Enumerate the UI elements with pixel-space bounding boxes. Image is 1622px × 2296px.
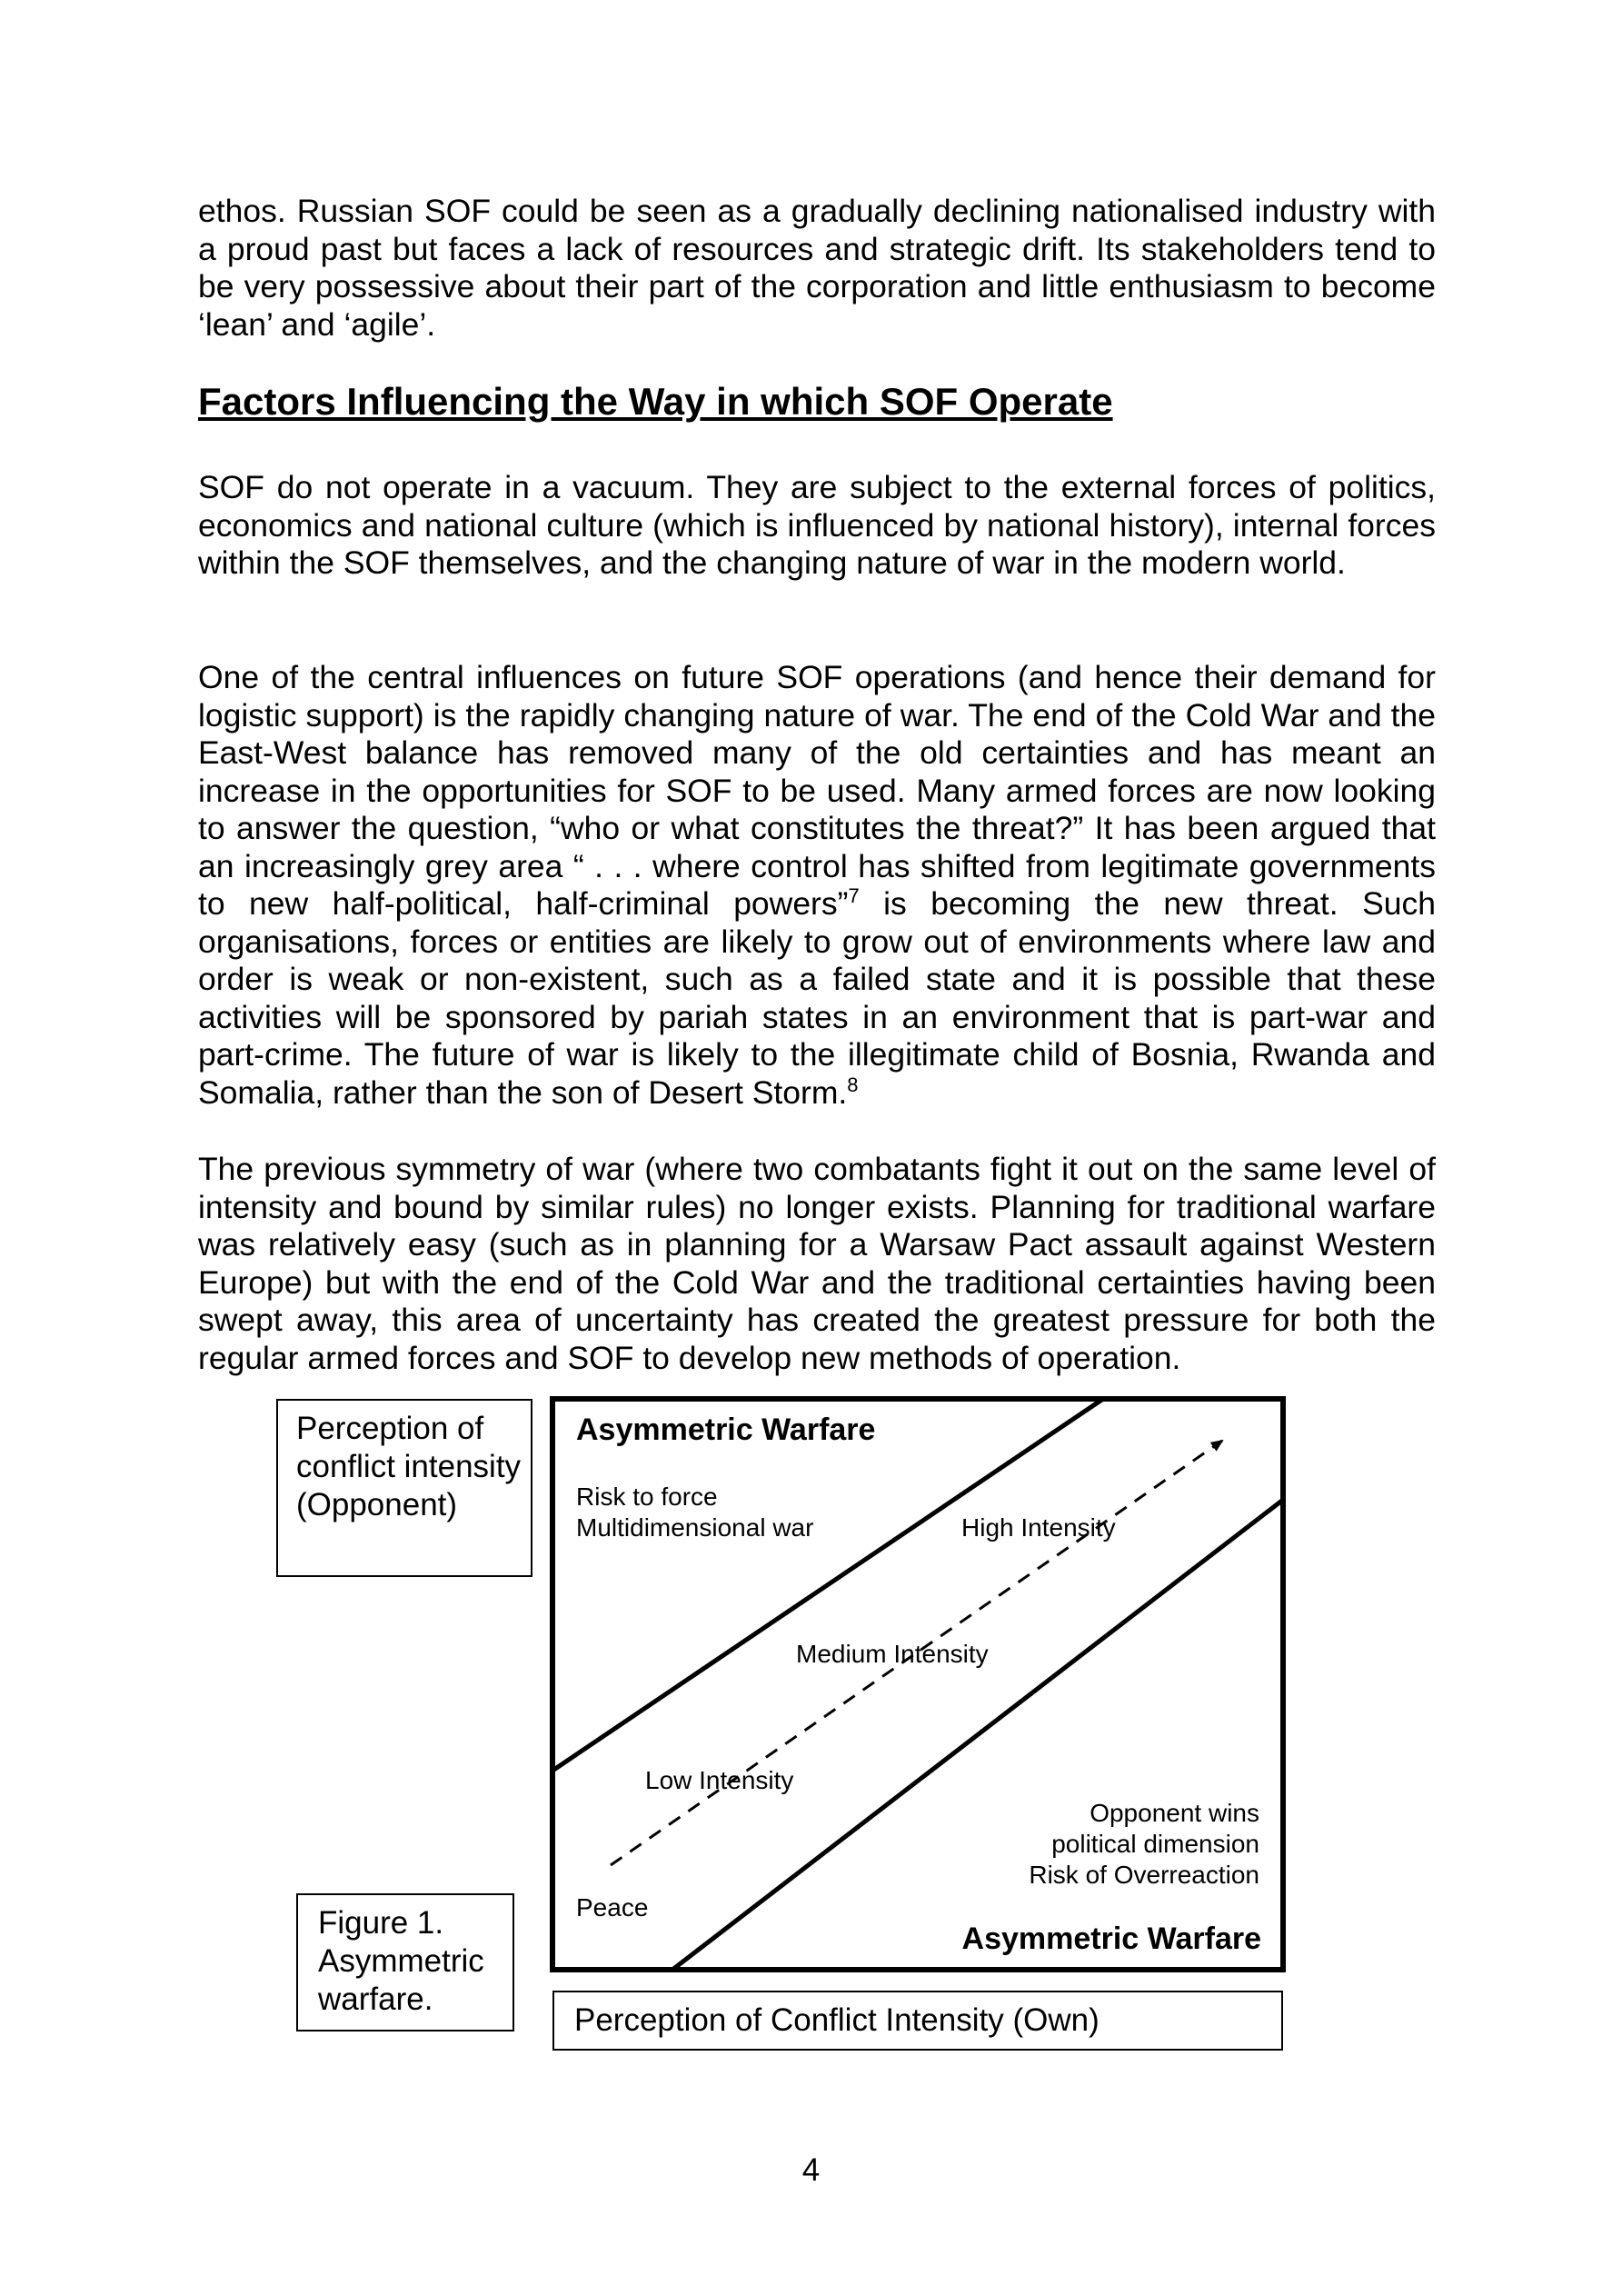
x-axis-label: Perception of Conflict Intensity (Own) (574, 2002, 1100, 2038)
level-medium-intensity: Medium Intensity (796, 1640, 989, 1668)
x-axis-label-box (552, 1991, 1283, 2051)
paragraph-vacuum-text: SOF do not operate in a vacuum. They are subject to the external forces of politics, economics and national culture (which is influenced by national history), internal forces within the SOF themselves, and the changing nature of war in the modern world. (198, 469, 1436, 581)
section-heading: Factors Influencing the Way in which SOF Operate (198, 380, 1113, 423)
figure-caption-box (296, 1893, 514, 2031)
lower-boundary-line (672, 1500, 1283, 1970)
y-axis-label-box (276, 1399, 532, 1577)
paragraph-intro-text: ethos. Russian SOF could be seen as a gradually declining nationalised industry with a proud past but faces a lack of resources and strategic drift. Its stakeholders tend to be very possessive about their part of the corporation and little enthusiasm to become ‘lean’ and ‘agile’. (198, 193, 1436, 343)
paragraph-symmetry-text: The previous symmetry of war (where two combatants fight it out on the same level of intensity and bound by similar rules) no longer exists. Planning for traditional warfare was relatively easy (such as in planning for a Warsaw Pact assault against Western Europe) but with the end of the Cold War and the traditional certainties having been swept away, this area of uncertainty has created the greatest pressure for both the regular armed forces and SOF to develop new methods of operation. (198, 1151, 1436, 1376)
level-low-intensity: Low Intensity (645, 1766, 794, 1794)
level-high-intensity: High Intensity (961, 1513, 1116, 1542)
figure-caption: Figure 1. Asymmetric warfare. (318, 1905, 484, 2017)
top-zone-risk-to-force: Risk to force (576, 1482, 718, 1511)
paragraph-central-text-a: One of the central influences on future SOF operations (and hence their demand for logistic support) is the rapidly changing nature of war. The end of the Cold War and the East-West balance has removed many of the old certainties and has meant an increase in the opportunities for SOF to be used. Many armed forces are now looking to answer the question, “who or what constitutes the threat?” It has been argued that an increasingly grey area “ . . . where control has shifted from legitimate governments to new half-political, half-criminal powers” (198, 659, 1436, 922)
page-number: 4 (801, 2152, 821, 2188)
bottom-zone-risk-of-overreaction: Risk of Overreaction (1029, 1861, 1259, 1889)
bottom-zone-opponent-wins: Opponent wins (1090, 1799, 1259, 1827)
top-zone-multidimensional-war: Multidimensional war (576, 1513, 814, 1542)
level-peace: Peace (576, 1893, 649, 1922)
bottom-zone-political-dimension: political dimension (1051, 1830, 1259, 1858)
paragraph-central-text-b: is becoming the new threat. Such organisations, forces or entities are likely to grow out of environments where law and order is weak or non-existent, such as a failed state and it is possible that these activities will be sponsored by pariah states in an environment that is part-war and part-crime. The future of war is likely to the illegitimate child of Bosnia, Rwanda and Somalia, rather than the son of Desert Storm. (198, 885, 1436, 1111)
bottom-zone-title: Asymmetric Warfare (961, 1922, 1261, 1956)
top-zone-title: Asymmetric Warfare (576, 1413, 876, 1447)
footnote-ref-7[interactable]: 7 (848, 884, 860, 908)
y-axis-label: Perception of conflict intensity (Opponent) (296, 1411, 522, 1522)
footnote-ref-8[interactable]: 8 (847, 1073, 859, 1096)
